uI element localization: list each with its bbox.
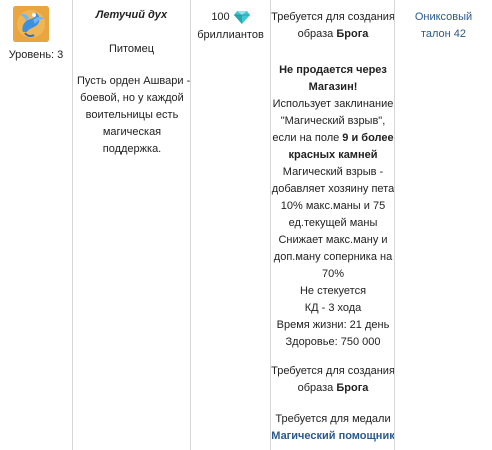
effect-text: добавляет хозяину пета <box>271 183 395 195</box>
effect-text: 10% макс.маны и 75 <box>280 200 386 212</box>
medal-requirement: Требуется для медали <box>275 413 391 425</box>
description-line: поддержка. <box>102 143 162 155</box>
effect-text: Магический взрыв - <box>282 166 384 178</box>
requirement-text: Требуется для создания <box>271 11 395 23</box>
medal-link[interactable]: Магический помощник <box>271 430 395 442</box>
image-name: Брога <box>336 382 369 394</box>
not-sold-notice: Магазин! <box>308 81 358 93</box>
pet-type: Питомец <box>108 43 155 55</box>
requirement-text: образа Брога <box>297 28 369 40</box>
effect-text: Не стекуется <box>299 285 367 297</box>
spell-condition: если на поле 9 и более <box>272 132 394 144</box>
effect-text: ед.текущей маны <box>288 217 378 229</box>
description-line: боевой, но у каждой <box>80 92 184 104</box>
not-sold-notice: Не продается через <box>279 64 387 76</box>
price-currency: бриллиантов <box>197 29 264 41</box>
spell-condition: красных камней <box>288 149 378 161</box>
requirements-cell <box>270 0 394 450</box>
effect-text: 70% <box>321 268 345 280</box>
effect-text: Снижает макс.ману и <box>278 234 388 246</box>
diamond-icon <box>234 10 250 24</box>
pet-name: Летучий дух <box>95 9 168 21</box>
pet-level: Уровень: 3 <box>8 49 64 61</box>
description-line: воительницы есть <box>85 109 179 121</box>
description-line: Пусть орден Ашвари - <box>77 75 191 87</box>
price-amount-row <box>191 8 270 26</box>
pet-avatar-cell <box>0 0 72 450</box>
requirement-text: Требуется для создания <box>271 365 395 377</box>
effect-text: доп.ману соперника на <box>273 251 393 263</box>
cooldown-text: КД - 3 хода <box>304 302 362 314</box>
pet-avatar[interactable] <box>13 6 49 42</box>
description-line: магическая <box>102 126 162 138</box>
pet-description <box>77 73 191 158</box>
health-text: Здоровье: 750 000 <box>285 336 381 348</box>
token-cell <box>394 0 492 450</box>
requirement-text: образа Брога <box>297 382 369 394</box>
spell-text: Использует заклинание <box>272 98 394 110</box>
pet-info-cell <box>72 0 190 450</box>
image-name: Брога <box>336 28 369 40</box>
lifetime-text: Время жизни: 21 день <box>276 319 390 331</box>
price-amount: 100 <box>211 11 230 23</box>
flying-spirit-icon <box>13 6 49 42</box>
price-cell <box>190 0 270 450</box>
spell-text: "Магический взрыв", <box>280 115 386 127</box>
token-link[interactable]: Ониксовый талон 42 <box>414 11 473 40</box>
